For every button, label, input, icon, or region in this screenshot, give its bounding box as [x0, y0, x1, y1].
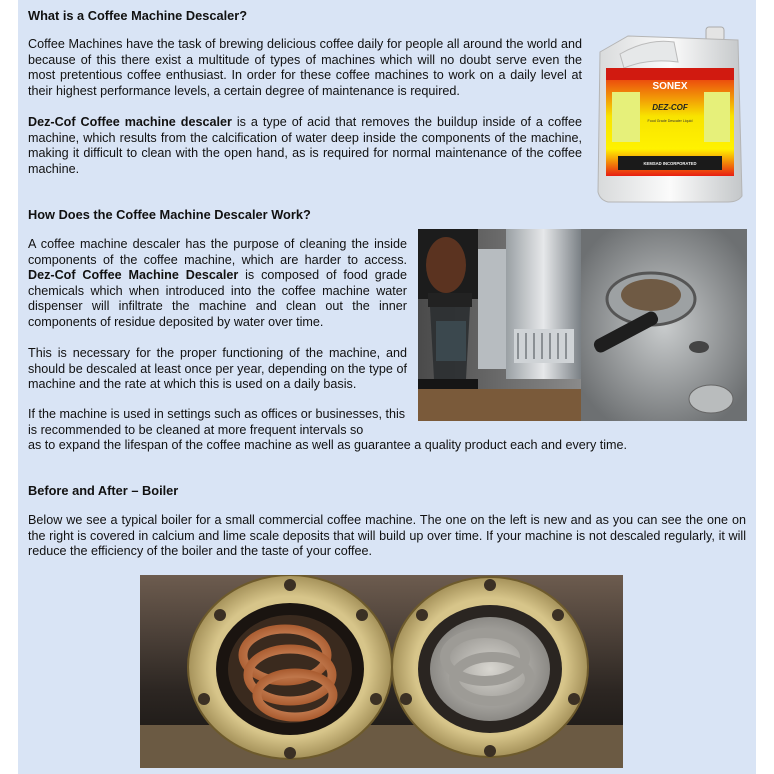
definition-text: is a type of acid that removes the buildup inside of a coffee machine, which results from the calcification of water deep inside the components of the machine, making it difficult to clean with the open hand, as is required for normal maintenance of the coffee machine.	[28, 115, 582, 176]
jug-illustration	[588, 24, 748, 206]
product-name-bold-2: Dez-Cof Coffee Machine Descaler	[28, 268, 239, 283]
portafilter-illustration	[581, 229, 747, 421]
product-label-subtitle: Food Grade Descaler Liquid	[647, 119, 693, 123]
product-name-bold: Dez-Cof Coffee machine descaler	[28, 115, 232, 129]
product-jug-image	[588, 24, 748, 206]
espresso-machine-photo	[418, 229, 581, 421]
boiler-paragraph: Below we see a typical boiler for a small commercial coffee machine. The one on the left is new and as you can see the one on the right is covered in calcium and lime scale deposits that will build up over time. If your machine is not descaled regularly, it will reduce the efficiency of the boiler and the taste of your coffee.	[28, 513, 746, 559]
brand-label: SONEX	[652, 81, 688, 92]
intro-paragraph: Coffee Machines have the task of brewing delicious coffee daily for people all around the world and because of this there exist a multitude of types of machines which will no doubt serve even the most pretentious coffee enthusiast. In order for these coffee machines to work on a daily level at their highest performance levels, a certain degree of maintenance is required.	[28, 37, 582, 98]
article-page	[18, 0, 756, 774]
descaler-definition-paragraph	[28, 115, 582, 177]
offices-paragraph-a: If the machine is used in settings such as offices or businesses, this is recommended to be cleaned at more frequent intervals so	[28, 407, 406, 437]
frequency-paragraph: This is necessary for the proper functioning of the machine, and should be descaled at least once per year, depending on the type of machine and the rate at which this is used on a daily basis.	[28, 346, 407, 392]
heading-how-works: How Does the Coffee Machine Descaler Work?	[28, 207, 311, 222]
boiler-illustration	[140, 575, 623, 768]
how-text-b: is composed of food grade chemicals which when introduced into the coffee machine water dispenser will infiltrate the machine and clean out the inner components of residue deposited by water over time.	[28, 268, 407, 329]
boiler-before-after-photo	[140, 575, 623, 768]
how-it-works-paragraph	[28, 237, 407, 331]
how-text-a: A coffee machine descaler has the purpose of cleaning the inside components of the coffee machine, which are harder to access.	[28, 237, 407, 267]
maker-label: KEMSAD INCORPORATED	[643, 161, 697, 166]
product-label-name: DEZ-COF	[652, 103, 688, 112]
portafilter-photo	[581, 229, 747, 421]
heading-what-is: What is a Coffee Machine Descaler?	[28, 8, 248, 23]
heading-before-after: Before and After – Boiler	[28, 483, 179, 498]
espresso-machine-illustration	[418, 229, 581, 421]
offices-paragraph-b: as to expand the lifespan of the coffee machine as well as guarantee a quality product each and every time.	[28, 438, 628, 452]
